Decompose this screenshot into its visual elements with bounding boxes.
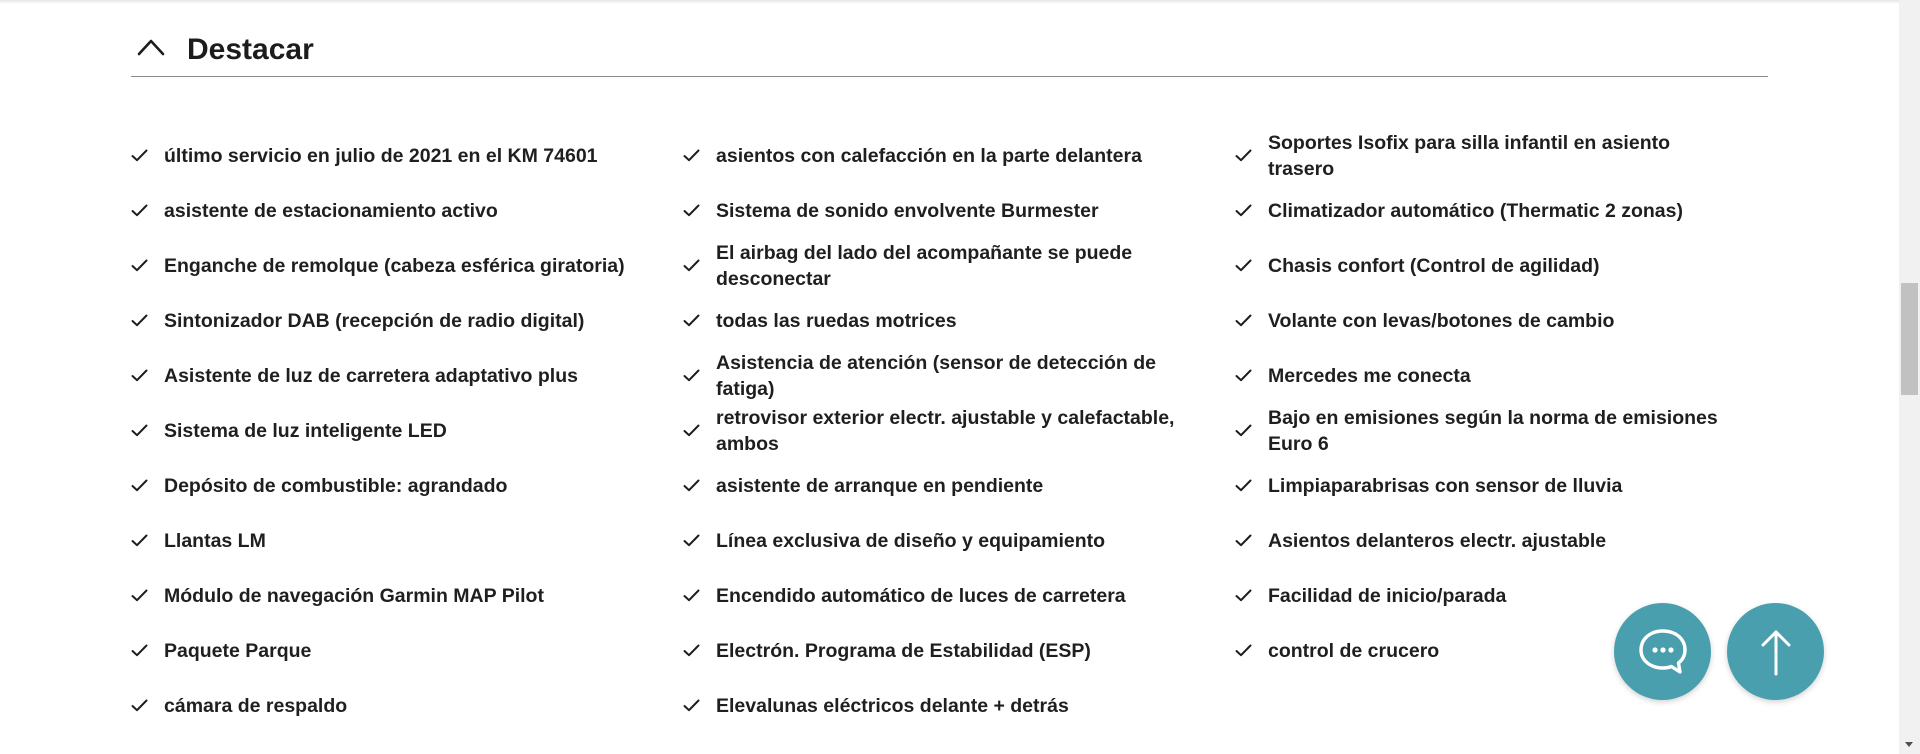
checkmark-icon <box>1235 369 1252 382</box>
feature-item <box>131 403 683 458</box>
feature-label: asistente de estacionamiento activo <box>164 199 498 222</box>
checkmark-icon <box>683 314 700 327</box>
feature-item <box>131 623 683 678</box>
checkmark-icon <box>131 589 148 602</box>
checkmark-icon <box>131 259 148 272</box>
section-title: Destacar <box>187 33 314 66</box>
feature-label: Limpiaparabrisas con sensor de lluvia <box>1268 474 1623 497</box>
feature-item <box>131 128 683 183</box>
feature-label: Mercedes me conecta <box>1268 364 1471 387</box>
scroll-down-arrow-icon[interactable] <box>1905 742 1913 747</box>
feature-label: Volante con levas/botones de cambio <box>1268 309 1615 332</box>
checkmark-icon <box>1235 149 1252 162</box>
checkmark-icon <box>1235 479 1252 492</box>
feature-label: Soportes Isofix para silla infantil en asiento trasero <box>1268 131 1671 180</box>
feature-item <box>683 458 1235 513</box>
feature-label: Depósito de combustible: agrandado <box>164 474 508 497</box>
checkmark-icon <box>1235 259 1252 272</box>
feature-label: asistente de arranque en pendiente <box>716 474 1044 497</box>
feature-label: Climatizador automático (Thermatic 2 zonas) <box>1268 199 1683 222</box>
scroll-to-top-button[interactable] <box>1727 603 1824 700</box>
checkmark-icon <box>131 644 148 657</box>
checkmark-icon <box>683 149 700 162</box>
feature-item <box>683 293 1235 348</box>
feature-label: Asistente de luz de carretera adaptativo plus <box>164 364 578 387</box>
checkmark-icon <box>131 149 148 162</box>
feature-label: Módulo de navegación Garmin MAP Pilot <box>164 584 544 607</box>
features-section <box>131 0 1768 717</box>
feature-label: Encendido automático de luces de carretera <box>716 584 1126 607</box>
checkmark-icon <box>683 589 700 602</box>
feature-label: Facilidad de inicio/parada <box>1268 584 1507 607</box>
checkmark-icon <box>1235 314 1252 327</box>
feature-item <box>131 348 683 403</box>
checkmark-icon <box>683 204 700 217</box>
checkmark-icon <box>683 479 700 492</box>
checkmark-icon <box>683 644 700 657</box>
feature-item <box>683 403 1235 458</box>
checkmark-icon <box>131 699 148 712</box>
feature-label: Electrón. Programa de Estabilidad (ESP) <box>716 639 1091 662</box>
checkmark-icon <box>1235 534 1252 547</box>
feature-label: Chasis confort (Control de agilidad) <box>1268 254 1600 277</box>
feature-label: Paquete Parque <box>164 639 312 662</box>
checkmark-icon <box>683 424 700 437</box>
feature-label: asientos con calefacción en la parte delantera <box>716 144 1142 167</box>
feature-label: Sistema de sonido envolvente Burmester <box>716 199 1099 222</box>
feature-label: todas las ruedas motrices <box>716 309 957 332</box>
checkmark-icon <box>1235 644 1252 657</box>
feature-label: Bajo en emisiones según la norma de emisiones Euro 6 <box>1268 406 1718 455</box>
feature-item <box>1235 238 1768 293</box>
feature-label: Enganche de remolque (cabeza esférica giratoria) <box>164 254 625 277</box>
feature-label: El airbag del lado del acompañante se puede desconectar <box>716 241 1133 290</box>
feature-item <box>131 678 683 733</box>
feature-item <box>1235 513 1768 568</box>
scrollbar-thumb[interactable] <box>1901 283 1918 395</box>
checkmark-icon <box>131 369 148 382</box>
chat-bubble-icon <box>1636 626 1690 678</box>
section-header-toggle[interactable] <box>131 0 1768 77</box>
arrow-up-icon <box>1756 626 1796 678</box>
feature-label: Sistema de luz inteligente LED <box>164 419 447 442</box>
feature-item <box>1235 128 1768 183</box>
feature-item <box>1235 458 1768 513</box>
feature-label: último servicio en julio de 2021 en el KM 74601 <box>164 144 598 167</box>
checkmark-icon <box>1235 424 1252 437</box>
checkmark-icon <box>683 534 700 547</box>
vertical-scrollbar[interactable] <box>1899 0 1920 754</box>
feature-label: retrovisor exterior electr. ajustable y calefactable, ambos <box>716 406 1175 455</box>
feature-label: control de crucero <box>1268 639 1440 662</box>
checkmark-icon <box>683 259 700 272</box>
checkmark-icon <box>131 314 148 327</box>
checkmark-icon <box>131 424 148 437</box>
feature-item <box>683 238 1235 293</box>
feature-item <box>131 568 683 623</box>
feature-item <box>683 513 1235 568</box>
feature-item <box>683 568 1235 623</box>
feature-item <box>683 183 1235 238</box>
feature-item <box>131 183 683 238</box>
feature-item <box>1235 293 1768 348</box>
feature-item <box>131 238 683 293</box>
checkmark-icon <box>131 534 148 547</box>
checkmark-icon <box>1235 204 1252 217</box>
feature-label: Asientos delanteros electr. ajustable <box>1268 529 1607 552</box>
chevron-up-icon[interactable] <box>137 36 165 56</box>
checkmark-icon <box>683 699 700 712</box>
feature-item <box>1235 183 1768 238</box>
feature-item <box>683 678 1235 733</box>
feature-item <box>683 348 1235 403</box>
feature-item <box>131 458 683 513</box>
feature-label: cámara de respaldo <box>164 694 348 717</box>
checkmark-icon <box>131 479 148 492</box>
feature-label: Llantas LM <box>164 529 266 552</box>
feature-label: Sintonizador DAB (recepción de radio digital) <box>164 309 585 332</box>
feature-item <box>131 293 683 348</box>
checkmark-icon <box>683 369 700 382</box>
checkmark-icon <box>1235 589 1252 602</box>
feature-item <box>683 128 1235 183</box>
chat-button[interactable] <box>1614 603 1711 700</box>
checkmark-icon <box>131 204 148 217</box>
feature-item <box>131 513 683 568</box>
feature-list <box>131 128 1768 733</box>
feature-item <box>1235 403 1768 458</box>
feature-label: Asistencia de atención (sensor de detección de fatiga) <box>716 351 1156 400</box>
feature-label: Elevalunas eléctricos delante + detrás <box>716 694 1069 717</box>
feature-item <box>683 623 1235 678</box>
feature-item <box>1235 348 1768 403</box>
feature-label: Línea exclusiva de diseño y equipamiento <box>716 529 1106 552</box>
